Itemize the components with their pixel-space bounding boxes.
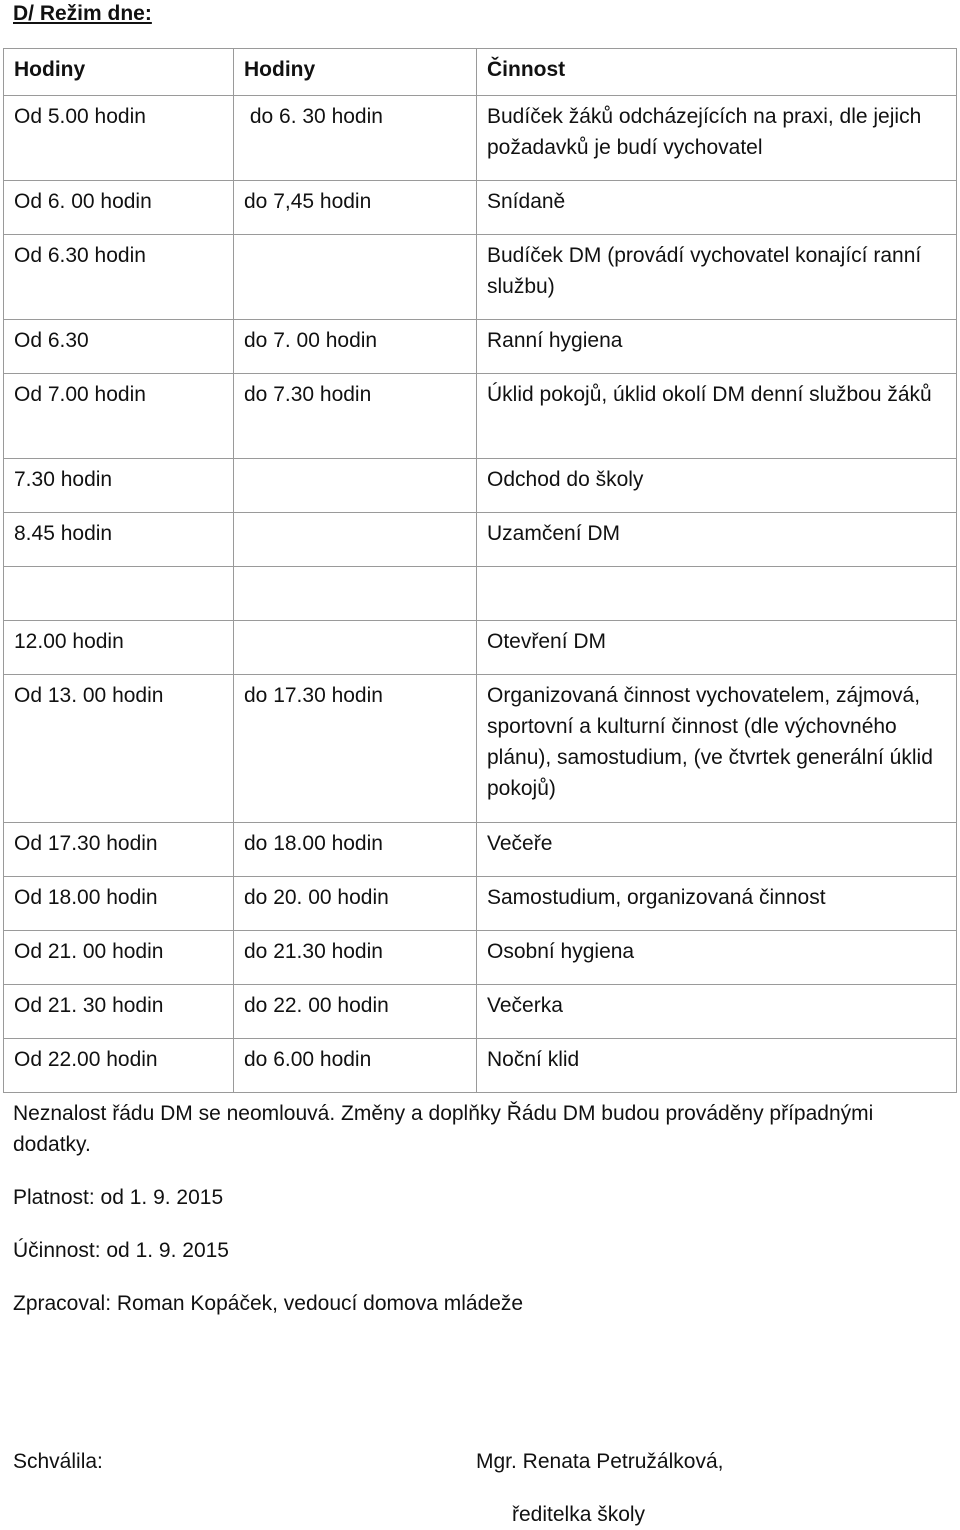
table-header-row (4, 49, 957, 96)
cell-from: Od 6.30 (4, 320, 234, 374)
cell-activity: Úklid pokojů, úklid okolí DM denní službou žáků (477, 374, 957, 459)
table-row (4, 374, 957, 459)
cell-activity: Uzamčení DM (477, 513, 957, 567)
table-row (4, 931, 957, 985)
approved-label: Schválila: (13, 1450, 103, 1473)
cell-activity: Večerka (477, 985, 957, 1039)
cell-to: do 21.30 hodin (234, 931, 477, 985)
cell-activity: Otevření DM (477, 621, 957, 675)
table-row (4, 96, 957, 181)
table-row (4, 235, 957, 320)
cell-activity (477, 567, 957, 621)
cell-to: do 18.00 hodin (234, 823, 477, 877)
cell-activity: Večeře (477, 823, 957, 877)
header-to: Hodiny (234, 49, 477, 96)
table-row (4, 985, 957, 1039)
signatory-title: ředitelka školy (512, 1503, 646, 1526)
cell-from: Od 21. 30 hodin (4, 985, 234, 1039)
table-row (4, 320, 957, 374)
cell-to: do 17.30 hodin (234, 675, 477, 823)
footer-note: Neznalost řádu DM se neomlouvá. Změny a doplňky Řádu DM budou prováděny případnými dodatky. (13, 1102, 874, 1156)
cell-activity: Samostudium, organizovaná činnost (477, 877, 957, 931)
cell-activity: Snídaně (477, 181, 957, 235)
table-row (4, 823, 957, 877)
cell-from: 12.00 hodin (4, 621, 234, 675)
cell-to (234, 235, 477, 320)
table-row (4, 621, 957, 675)
cell-to: do 6. 30 hodin (234, 96, 477, 181)
daily-schedule-table (3, 48, 957, 1093)
cell-to: do 7.30 hodin (234, 374, 477, 459)
cell-to: do 6.00 hodin (234, 1039, 477, 1093)
effectiveness-date: Účinnost: od 1. 9. 2015 (13, 1239, 229, 1262)
cell-from: 8.45 hodin (4, 513, 234, 567)
cell-activity: Budíček žáků odcházejících na praxi, dle jejich požadavků je budí vychovatel (477, 96, 957, 181)
cell-to (234, 567, 477, 621)
header-activity: Činnost (477, 49, 957, 96)
signatory-name: Mgr. Renata Petružálková, (476, 1450, 724, 1473)
section-heading: D/ Režim dne: (13, 2, 152, 25)
cell-activity: Odchod do školy (477, 459, 957, 513)
cell-from: Od 13. 00 hodin (4, 675, 234, 823)
cell-to (234, 459, 477, 513)
cell-from: Od 5.00 hodin (4, 96, 234, 181)
header-from: Hodiny (4, 49, 234, 96)
table-row (4, 513, 957, 567)
validity-date: Platnost: od 1. 9. 2015 (13, 1186, 224, 1209)
cell-to: do 7,45 hodin (234, 181, 477, 235)
cell-activity: Ranní hygiena (477, 320, 957, 374)
table-row (4, 675, 957, 823)
cell-to: do 22. 00 hodin (234, 985, 477, 1039)
table-row-empty (4, 567, 957, 621)
cell-activity: Organizovaná činnost vychovatelem, zájmová, sportovní a kulturní činnost (dle výchovného plánu), samostudium, (ve čtvrtek generální úklid pokojů) (477, 675, 957, 823)
cell-activity: Osobní hygiena (477, 931, 957, 985)
cell-from: Od 18.00 hodin (4, 877, 234, 931)
cell-from: Od 22.00 hodin (4, 1039, 234, 1093)
cell-to: do 7. 00 hodin (234, 320, 477, 374)
cell-to (234, 513, 477, 567)
prepared-by: Zpracoval: Roman Kopáček, vedoucí domova mládeže (13, 1292, 524, 1315)
cell-from: Od 6. 00 hodin (4, 181, 234, 235)
cell-activity: Budíček DM (provádí vychovatel konající ranní službu) (477, 235, 957, 320)
table-row (4, 181, 957, 235)
table-row (4, 459, 957, 513)
table-row (4, 877, 957, 931)
cell-from: Od 6.30 hodin (4, 235, 234, 320)
cell-to: do 20. 00 hodin (234, 877, 477, 931)
cell-from: 7.30 hodin (4, 459, 234, 513)
cell-from (4, 567, 234, 621)
table-row (4, 1039, 957, 1093)
cell-from: Od 7.00 hodin (4, 374, 234, 459)
cell-from: Od 21. 00 hodin (4, 931, 234, 985)
cell-to (234, 621, 477, 675)
cell-from: Od 17.30 hodin (4, 823, 234, 877)
cell-activity: Noční klid (477, 1039, 957, 1093)
